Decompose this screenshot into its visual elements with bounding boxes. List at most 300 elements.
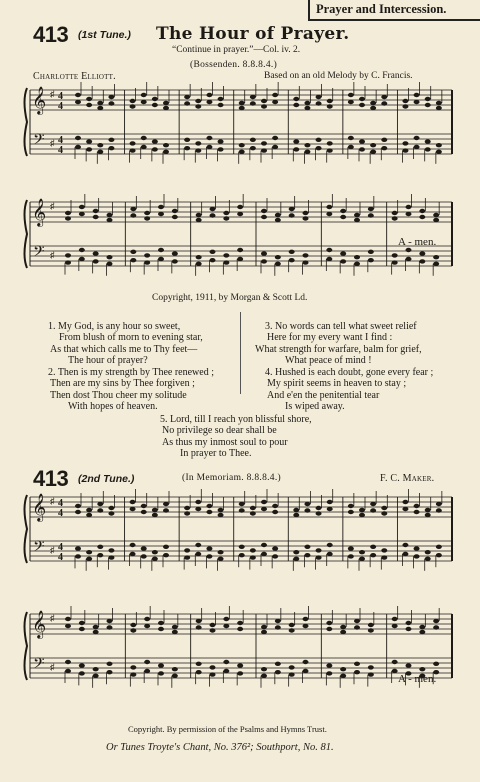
h1-s1-note [239, 101, 245, 105]
h1-s1-note [370, 106, 376, 110]
h2-s2-note-bass [354, 670, 360, 674]
h2-s2-note-bass [158, 671, 164, 675]
verse-2-number: 2. [48, 366, 56, 378]
h1-s2-treble-clef: 𝄞 [32, 198, 47, 226]
h2-s2-note-bass [65, 660, 71, 664]
h1-s1-note [348, 100, 354, 104]
h2-s2-note-bass [210, 672, 216, 676]
h1-s1-note [327, 104, 333, 108]
h1-s2-note [107, 213, 113, 217]
h2-s1-note [272, 510, 278, 514]
h1-s2-note-bass [433, 255, 439, 259]
h1-s1-note [261, 99, 267, 103]
h2-s1-note [327, 500, 333, 504]
h1-s2-note-bass [354, 262, 360, 266]
h1-s2-note-bass [340, 251, 346, 255]
h1-s2-note-bass [172, 251, 178, 255]
h1-s1-note [261, 104, 267, 108]
h2-s2-key-sharp-bass: ♯ [50, 662, 55, 672]
h1-s1-note [86, 97, 92, 101]
h2-s1-note-bass [359, 550, 365, 554]
h2-s2-note [237, 621, 243, 625]
h2-s1-note-bass [141, 554, 147, 558]
h2-s2-note-bass [79, 671, 85, 675]
h1-s2-note [223, 211, 229, 215]
h2-s2-note-bass [210, 665, 216, 669]
h1-s1-note-bass [206, 145, 212, 149]
verse-1-line-4: The hour of prayer? [68, 355, 148, 367]
h2-s1-note [261, 507, 267, 511]
section-header: Prayer and Intercession. [316, 2, 447, 16]
h1-s2-note [340, 215, 346, 219]
h2-s2-note-bass [237, 671, 243, 675]
h2-s1-key-sharp-bass: ♯ [50, 545, 55, 555]
h1-s2-note [79, 212, 85, 216]
verse-4-line-2: My spirit seems in heaven to stay ; [267, 378, 407, 390]
h1-s2-note [93, 215, 99, 219]
h2-s2-note [172, 625, 178, 629]
h2-s1-note [348, 504, 354, 508]
verse-4-line-1: Hushed is each doubt, gone every fear ; [275, 366, 434, 378]
verse-divider [240, 312, 241, 394]
hymn-2-copyright: Copyright. By permission of the Psalms and Hymns Trust. [128, 724, 327, 734]
h1-s2-note [107, 218, 113, 222]
h1-s2-note-bass [93, 259, 99, 263]
h1-s1-time-signature: 4 [58, 91, 63, 102]
h2-s2-note [144, 624, 150, 628]
h2-s1-note [97, 508, 103, 512]
h1-s2-note [419, 215, 425, 219]
verse-4-line-3: And e'en the penitential tear [267, 389, 380, 401]
h1-s1-note [152, 97, 158, 101]
h2-s1-note [304, 502, 310, 506]
h1-s2-note-bass [392, 260, 398, 264]
h1-s2-note [158, 205, 164, 209]
h2-s2-note [289, 623, 295, 627]
h1-s1-note-bass [130, 141, 136, 145]
h1-s2-note [289, 213, 295, 217]
h1-s2-note-bass [261, 259, 267, 263]
h2-s1-note-bass [218, 550, 224, 554]
h1-s2-note [172, 209, 178, 213]
h2-s1-bass-clef: 𝄢 [33, 538, 45, 559]
verse-3-line-3: What strength for warfare, balm for grief, [255, 343, 422, 355]
h1-s2-note-bass [144, 253, 150, 257]
h1-s1-note-bass [250, 146, 256, 150]
h2-s2-note-bass [392, 669, 398, 673]
h2-s1-note-bass [108, 555, 114, 559]
h2-s1-note [402, 507, 408, 511]
h1-s1-note [316, 101, 322, 105]
h1-s1-note [184, 95, 190, 99]
h2-s1-note [86, 513, 92, 517]
hymn-1-amen: A - men. [398, 236, 437, 248]
h1-s1-note-bass [272, 145, 278, 149]
h1-s1-note [293, 103, 299, 107]
verse-3-number: 3. [265, 320, 273, 332]
hymn-1-copyright: Copyright, 1911, by Morgan & Scott Ld. [152, 293, 308, 303]
h1-s2-note-bass [275, 255, 281, 259]
hymn-1-title: The Hour of Prayer. [156, 24, 350, 44]
h2-s2-note-bass [392, 660, 398, 664]
h1-s1-note [436, 106, 442, 110]
h1-s1-note-bass [97, 143, 103, 147]
hymn-1-tune-credit: Based on an old Melody by C. Francis. [264, 71, 413, 81]
h1-s1-note-bass [414, 136, 420, 140]
h1-s2-note-bass [303, 260, 309, 264]
h1-s1-note-bass [86, 147, 92, 151]
h2-s1-note-bass [414, 546, 420, 550]
h2-s2-note-bass [223, 669, 229, 673]
h1-s1-note-bass [184, 138, 190, 142]
h1-s2-note [158, 212, 164, 216]
h1-s1-note-bass [86, 139, 92, 143]
h2-s2-note [65, 624, 71, 628]
h1-s1-time-signature: 4 [58, 101, 63, 112]
h1-s1-note [218, 103, 224, 107]
h2-s2-note-bass [261, 674, 267, 678]
h1-s1-note-bass [163, 143, 169, 147]
h2-s1-brace [25, 495, 28, 563]
h1-s1-note-bass [152, 139, 158, 143]
h2-s1-note [163, 502, 169, 506]
h1-s1-note [414, 100, 420, 104]
h2-s2-note [261, 630, 267, 634]
h1-s1-note [97, 106, 103, 110]
h2-s1-note [359, 508, 365, 512]
h2-s2-note-bass [107, 670, 113, 674]
h2-s1-note [152, 508, 158, 512]
h2-s2-note-bass [275, 662, 281, 666]
h2-s1-note-bass [359, 557, 365, 561]
h2-s2-note-bass [172, 667, 178, 671]
h1-s2-note-bass [210, 258, 216, 262]
h2-s1-note [218, 513, 224, 517]
h1-s1-note [359, 103, 365, 107]
h1-s2-note [275, 213, 281, 217]
hymn-2-tune-label: (2nd Tune.) [78, 473, 135, 485]
h1-s2-note [130, 213, 136, 217]
h2-s2-note-bass [196, 662, 202, 666]
h1-s2-note-bass [433, 262, 439, 266]
h2-s2-note-bass [289, 665, 295, 669]
h2-s1-key-sharp: ♯ [50, 496, 55, 506]
h1-s1-note [304, 106, 310, 110]
h2-s2-note [354, 619, 360, 623]
h1-s2-note-bass [261, 251, 267, 255]
h2-s1-note [250, 506, 256, 510]
h2-s1-note-bass [348, 554, 354, 558]
h2-s1-note [414, 504, 420, 508]
h2-s1-note [152, 513, 158, 517]
h1-s1-note-bass [130, 148, 136, 152]
h2-s1-note [250, 511, 256, 515]
h2-s1-note [184, 511, 190, 515]
h2-s2-note-bass [275, 670, 281, 674]
h2-s1-note [195, 507, 201, 511]
h2-s2-note-bass [93, 674, 99, 678]
h1-s1-note [250, 95, 256, 99]
h1-s2-note [130, 207, 136, 211]
h2-s2-note [107, 625, 113, 629]
h1-s2-key-sharp-bass: ♯ [50, 250, 55, 260]
h1-s2-note-bass [158, 257, 164, 261]
h2-s2-note [210, 628, 216, 632]
h1-s2-note [289, 207, 295, 211]
h1-s1-note [130, 99, 136, 103]
h1-s1-note [359, 97, 365, 101]
h1-s1-note [218, 97, 224, 101]
h2-s1-note-bass [239, 545, 245, 549]
h1-s2-note [223, 216, 229, 220]
h1-s1-note-bass [218, 147, 224, 151]
h1-s2-note-bass [158, 248, 164, 252]
h1-s1-note-bass [425, 139, 431, 143]
h2-s1-time-signature-bass: 4 [58, 542, 63, 553]
h1-s2-note [354, 218, 360, 222]
h1-s2-note [406, 212, 412, 216]
h1-s1-note-bass [370, 143, 376, 147]
h2-s2-note [79, 621, 85, 625]
h2-s1-note [359, 513, 365, 517]
h1-s1-note-bass [293, 147, 299, 151]
h1-s1-note-bass [381, 146, 387, 150]
h1-s2-note-bass [237, 248, 243, 252]
h2-s1-note-bass [425, 557, 431, 561]
h2-s1-note [381, 511, 387, 515]
h2-s1-note-bass [293, 557, 299, 561]
h1-s2-note [79, 205, 85, 209]
h2-s2-note-bass [107, 662, 113, 666]
h1-s1-note [402, 99, 408, 103]
h1-s2-note [406, 205, 412, 209]
h2-s2-note [275, 619, 281, 623]
h2-s1-note [206, 510, 212, 514]
h2-s2-bass-clef: 𝄢 [33, 655, 45, 676]
h1-s1-note-bass [152, 147, 158, 151]
hymn-2-other-tunes: Or Tunes Troyte's Chant, No. 376²; Southport, No. 81. [106, 742, 334, 753]
h1-s1-note [425, 103, 431, 107]
h2-s1-note-bass [436, 545, 442, 549]
h1-s2-note [65, 216, 71, 220]
h1-s1-note-bass [304, 150, 310, 154]
h1-s2-note [237, 205, 243, 209]
h2-s1-note [130, 500, 136, 504]
h2-s2-note-bass [237, 663, 243, 667]
h2-s2-note [107, 619, 113, 623]
h2-s2-note [433, 619, 439, 623]
h2-s1-note-bass [97, 545, 103, 549]
h1-s1-note [436, 101, 442, 105]
h1-s2-key-sharp: ♯ [50, 201, 55, 211]
h1-s1-note [316, 95, 322, 99]
h1-s1-bass-clef: 𝄢 [33, 131, 45, 152]
h2-s2-note [196, 625, 202, 629]
h2-s2-note [196, 619, 202, 623]
h1-s1-note-bass [293, 139, 299, 143]
h1-s1-note [348, 93, 354, 97]
h2-s1-note-bass [86, 557, 92, 561]
h1-s2-note [261, 209, 267, 213]
h2-s2-note [172, 630, 178, 634]
h1-s1-note-bass [381, 138, 387, 142]
h2-s1-note-bass [130, 543, 136, 547]
verse-2-line-1: Then is my strength by Thee renewed ; [57, 366, 214, 378]
h2-s1-note-bass [436, 553, 442, 557]
verse-5-line-3: As thus my inmost soul to pour [162, 436, 288, 448]
h1-s1-note-bass [272, 136, 278, 140]
h1-s2-note [210, 213, 216, 217]
h2-s1-note-bass [250, 548, 256, 552]
verse-3-line-2: Here for my every want I find : [267, 332, 393, 344]
h2-s1-note [239, 508, 245, 512]
h2-s2-note [340, 630, 346, 634]
h2-s1-note [86, 508, 92, 512]
h2-s2-note-bass [79, 663, 85, 667]
h2-s1-note [370, 502, 376, 506]
h2-s1-note [184, 506, 190, 510]
h2-s1-note-bass [184, 548, 190, 552]
h2-s2-note [261, 625, 267, 629]
h1-s2-note-bass [130, 250, 136, 254]
h1-s2-note-bass [392, 253, 398, 257]
h1-s2-note [303, 216, 309, 220]
h2-s2-note-bass [144, 660, 150, 664]
h2-s1-note [293, 513, 299, 517]
h1-s2-note [275, 218, 281, 222]
h2-s2-note-bass [303, 669, 309, 673]
verse-5-line-1: Lord, till I reach yon blissful shore, [170, 413, 312, 425]
h2-s2-note-bass [340, 674, 346, 678]
h2-s2-note [419, 630, 425, 634]
h1-s1-note-bass [75, 136, 81, 140]
h2-s2-note [65, 617, 71, 621]
verse-4-line-4: Is wiped away. [285, 401, 345, 413]
h2-s2-note-bass [144, 669, 150, 673]
h1-s2-note-bass [172, 259, 178, 263]
h2-s1-note [272, 504, 278, 508]
h1-s2-note-bass [107, 255, 113, 259]
h2-s2-note-bass [354, 662, 360, 666]
h1-s1-note-bass [250, 138, 256, 142]
h1-s1-note-bass [195, 148, 201, 152]
h2-s2-note-bass [368, 665, 374, 669]
h2-s1-note-bass [272, 546, 278, 550]
verse-5-number: 5. [160, 413, 168, 425]
h2-s2-note-bass [406, 663, 412, 667]
h1-s1-note-bass [239, 150, 245, 154]
h2-s2-note-bass [303, 660, 309, 664]
h1-s1-note [293, 97, 299, 101]
h2-s1-note [304, 508, 310, 512]
h2-s1-note-bass [163, 545, 169, 549]
h1-s1-note [75, 93, 81, 97]
h2-s1-note-bass [402, 543, 408, 547]
verse-2-line-3: Then dost Thou cheer my solitude [50, 389, 187, 401]
h2-s1-note [206, 504, 212, 508]
h1-s2-note-bass [79, 248, 85, 252]
h1-s1-note [163, 101, 169, 105]
h1-s2-note-bass [326, 257, 332, 261]
h2-s1-note [218, 508, 224, 512]
h2-s1-note-bass [272, 554, 278, 558]
h2-s1-note-bass [97, 553, 103, 557]
h2-s2-note-bass [130, 672, 136, 676]
verse-4-number: 4. [265, 366, 273, 378]
h1-s2-note [368, 207, 374, 211]
h2-s1-note-bass [293, 550, 299, 554]
h2-s2-note [303, 617, 309, 621]
h2-s1-note-bass [195, 552, 201, 556]
h1-s1-key-sharp: ♯ [50, 89, 55, 99]
h1-s2-note-bass [368, 250, 374, 254]
h1-s2-note-bass [144, 260, 150, 264]
h2-s1-note-bass [304, 553, 310, 557]
h2-s1-note [108, 511, 114, 515]
h2-s2-note-bass [326, 671, 332, 675]
h1-s2-note-bass [368, 258, 374, 262]
hymn-1-scripture: “Continue in prayer.”—Col. iv. 2. [172, 45, 301, 55]
verse-1-line-2: From blush of morn to evening star, [59, 332, 203, 344]
h1-s1-note [141, 93, 147, 97]
h2-s1-time-signature: 4 [58, 508, 63, 519]
h1-s1-key-sharp-bass: ♯ [50, 138, 55, 148]
h1-s1-note [425, 97, 431, 101]
h1-s2-note [144, 211, 150, 215]
verse-2-line-2: Then are my sins by Thee forgiven ; [50, 378, 195, 390]
h2-s2-brace [25, 612, 28, 680]
hymn-1-meter: (Bossenden. 8.8.8.4.) [190, 60, 278, 70]
h1-s1-note-bass [261, 141, 267, 145]
h2-s2-note [419, 625, 425, 629]
h2-s2-note-bass [223, 660, 229, 664]
h2-s1-note-bass [370, 553, 376, 557]
h1-s2-note-bass [326, 248, 332, 252]
h2-s1-note-bass [75, 546, 81, 550]
h1-s1-note-bass [108, 138, 114, 142]
h2-s1-note [436, 508, 442, 512]
h1-s2-note [261, 215, 267, 219]
h2-s1-note-bass [141, 546, 147, 550]
h1-s1-note [304, 101, 310, 105]
h2-s2-note [433, 625, 439, 629]
h1-s2-note-bass [406, 257, 412, 261]
h2-s2-note [223, 624, 229, 628]
h1-s1-note-bass [359, 139, 365, 143]
h2-s2-note-bass [196, 670, 202, 674]
h1-s2-note [196, 213, 202, 217]
h1-s1-note [239, 106, 245, 110]
h2-s1-note-bass [130, 552, 136, 556]
h2-s2-note-bass [65, 669, 71, 673]
h2-s2-note-bass [326, 663, 332, 667]
h2-s1-note-bass [108, 548, 114, 552]
h1-s1-note-bass [327, 141, 333, 145]
h1-s1-note [75, 100, 81, 104]
h2-s1-note [327, 507, 333, 511]
h1-s1-note [272, 100, 278, 104]
h2-s1-note-bass [152, 550, 158, 554]
h2-s1-note [75, 510, 81, 514]
h1-s1-note-bass [75, 145, 81, 149]
h2-s2-note [237, 627, 243, 631]
h1-s1-note [381, 95, 387, 99]
h1-s1-time-signature-bass: 4 [58, 135, 63, 146]
h2-s2-note [130, 623, 136, 627]
h1-s1-note [152, 103, 158, 107]
h1-s2-note [210, 207, 216, 211]
hymn-2-meter: (In Memoriam. 8.8.8.4.) [182, 473, 281, 483]
